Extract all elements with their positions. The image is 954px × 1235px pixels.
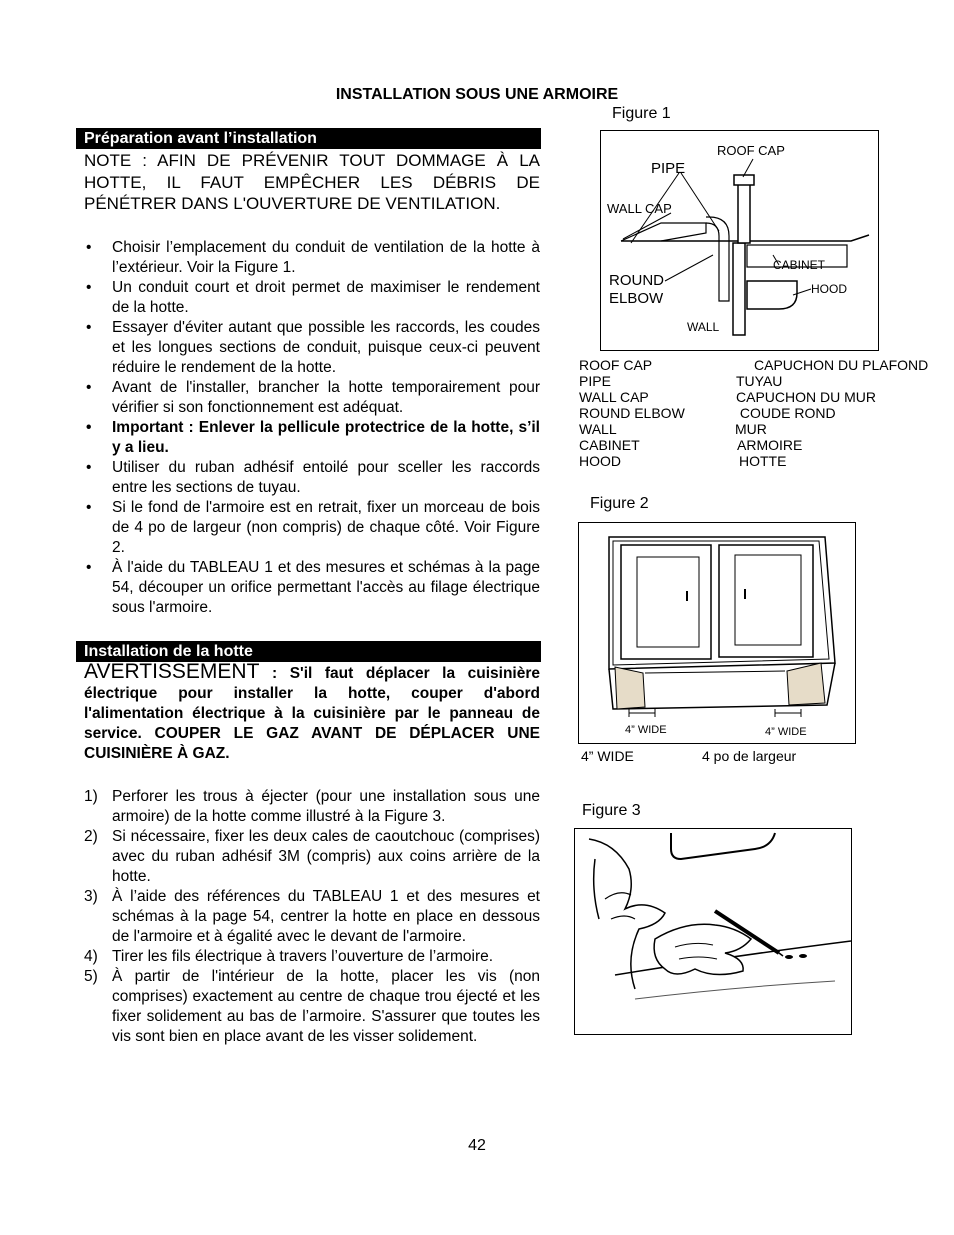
list-item: • Un conduit court et droit permet de maximiser le rendement de la hotte. bbox=[84, 278, 540, 318]
legend-row bbox=[579, 373, 939, 389]
figure-2-legend-en: 4” WIDE bbox=[581, 748, 634, 764]
callout-wall-cap: WALL CAP bbox=[607, 201, 672, 216]
list-item bbox=[84, 947, 540, 967]
section-heading-preparation: Préparation avant l’installation bbox=[76, 128, 541, 149]
figure-1-illustration bbox=[600, 130, 879, 351]
cabinet-diagram bbox=[579, 523, 855, 743]
warning-text: : S'il faut déplacer la cuisinière électrique pour installer la hotte, couper d'abord l'alimentation électrique à la cuisinière par le panneau de service. COUPER LE GAZ AVANT DE DÉPLACER UNE CUISINIÈRE À GAZ. bbox=[84, 665, 541, 762]
list-item: • Utiliser du ruban adhésif entoilé pour sceller les raccords entre les sections de tuyau. bbox=[84, 458, 540, 498]
legend-term-fr: CAPUCHON DU PLAFOND bbox=[754, 357, 929, 373]
list-item: • Choisir l’emplacement du conduit de ventilation de la hotte à l’extérieur. Voir la Figure 1. bbox=[84, 238, 540, 278]
callout-roof-cap: ROOF CAP bbox=[717, 143, 785, 158]
figure-3-label: Figure 3 bbox=[582, 802, 641, 819]
step-text: À partir de l'intérieur de la hotte, placer les vis (non comprises) exactement au centre de chaque trou éjecté et les fixer solidement au bas de l’armoire. S'assurer que toutes les vis sont bien en place avant de les visser solidement. bbox=[112, 968, 540, 1045]
list-item: • Important : Enlever la pellicule protectrice de la hotte, s’il y a lieu. bbox=[84, 418, 540, 458]
legend-term-en: HOOD bbox=[579, 453, 621, 469]
warning-block bbox=[84, 662, 540, 764]
step-number: 5) bbox=[84, 968, 98, 985]
callout-elbow: ELBOW bbox=[609, 290, 664, 307]
legend-term-en: WALL CAP bbox=[579, 389, 649, 405]
list-item bbox=[84, 787, 540, 827]
legend-term-en: CABINET bbox=[579, 437, 640, 453]
figure-3-illustration bbox=[574, 828, 852, 1035]
legend-term-en: ROUND ELBOW bbox=[579, 405, 685, 421]
section-heading-installation: Installation de la hotte bbox=[76, 641, 541, 662]
warning-title: AVERTISSEMENT bbox=[84, 660, 260, 683]
callout-left-width: 4” WIDE bbox=[625, 724, 667, 736]
callout-cabinet: CABINET bbox=[773, 258, 826, 272]
step-number: 3) bbox=[84, 888, 98, 905]
legend-row bbox=[579, 421, 939, 437]
legend-term-fr: ARMOIRE bbox=[737, 437, 803, 453]
callout-right-width: 4” WIDE bbox=[765, 726, 807, 738]
vent-diagram bbox=[601, 131, 878, 350]
legend-row bbox=[579, 437, 939, 453]
legend-row bbox=[579, 405, 939, 421]
step-text: À l’aide des références du TABLEAU 1 et des mesures et schémas à la page 54, centrer la hotte en place en dessous de l'armoire et à égalité avec le devant de l'armoire. bbox=[112, 888, 540, 945]
installation-steps bbox=[84, 787, 540, 1047]
callout-hood: HOOD bbox=[811, 282, 847, 296]
step-number: 1) bbox=[84, 788, 98, 805]
legend-term-en: ROOF CAP bbox=[579, 357, 653, 373]
knockout-diagram bbox=[575, 829, 851, 1034]
callout-round: ROUND bbox=[609, 272, 664, 289]
legend-term-fr: HOTTE bbox=[739, 453, 787, 469]
legend-row bbox=[579, 357, 939, 373]
list-item: • Si le fond de l'armoire est en retrait, fixer un morceau de bois de 4 po de largeur (non compris) de chaque côté. Voir Figure 2. bbox=[84, 498, 540, 558]
list-item bbox=[84, 887, 540, 947]
legend-term-en: WALL bbox=[579, 421, 617, 437]
page-number: 42 bbox=[468, 1137, 486, 1154]
list-item: • Avant de l'installer, brancher la hotte temporairement pour vérifier si son fonctionnement est adéquat. bbox=[84, 378, 540, 418]
step-text: Perforer les trous à éjecter (pour une installation sous une armoire) de la hotte comme illustré à la Figure 3. bbox=[112, 788, 540, 825]
list-item bbox=[84, 967, 540, 1047]
page-title: INSTALLATION SOUS UNE ARMOIRE bbox=[335, 86, 619, 103]
step-text: Tirer les fils électrique à travers l’ouverture de l’armoire. bbox=[112, 948, 494, 965]
figure-2-label: Figure 2 bbox=[590, 495, 649, 512]
figure-1-legend bbox=[579, 357, 939, 469]
legend-term-fr: CAPUCHON DU MUR bbox=[736, 389, 876, 405]
ventilation-note: NOTE : AFIN DE PRÉVENIR TOUT DOMMAGE À LA HOTTE, IL FAUT EMPÊCHER LES DÉBRIS DE PÉNÉTRER DANS L'OUVERTURE DE VENTILATION. bbox=[84, 151, 540, 213]
list-item: • Essayer d'éviter autant que possible les raccords, les coudes et les longues sections de conduit, puisque ceux-ci peuvent réduire le rendement de la hotte. bbox=[84, 318, 540, 378]
step-number: 2) bbox=[84, 828, 98, 845]
legend-term-fr: COUDE ROND bbox=[736, 405, 836, 421]
callout-pipe: PIPE bbox=[651, 160, 686, 177]
legend-term-en: PIPE bbox=[579, 373, 611, 389]
legend-term-fr: TUYAU bbox=[736, 373, 783, 389]
legend-row bbox=[579, 453, 939, 469]
step-number: 4) bbox=[84, 948, 98, 965]
step-text: Si nécessaire, fixer les deux cales de caoutchouc (comprises) avec du ruban adhésif 3M (compris) aux coins arrière de la hotte. bbox=[112, 828, 540, 885]
figure-2-legend-fr: 4 po de largeur bbox=[702, 748, 797, 764]
figure-1-label: Figure 1 bbox=[612, 105, 671, 122]
callout-wall: WALL bbox=[687, 320, 720, 334]
list-item: • À l'aide du TABLEAU 1 et des mesures et schémas à la page 54, découper un orifice permettant l'accès au filage électrique sous l'armoire. bbox=[84, 558, 540, 618]
list-item bbox=[84, 827, 540, 887]
preparation-bullet-list bbox=[84, 238, 540, 618]
figure-2-illustration bbox=[578, 522, 856, 744]
legend-term-fr: MUR bbox=[735, 421, 767, 437]
legend-row bbox=[579, 389, 939, 405]
